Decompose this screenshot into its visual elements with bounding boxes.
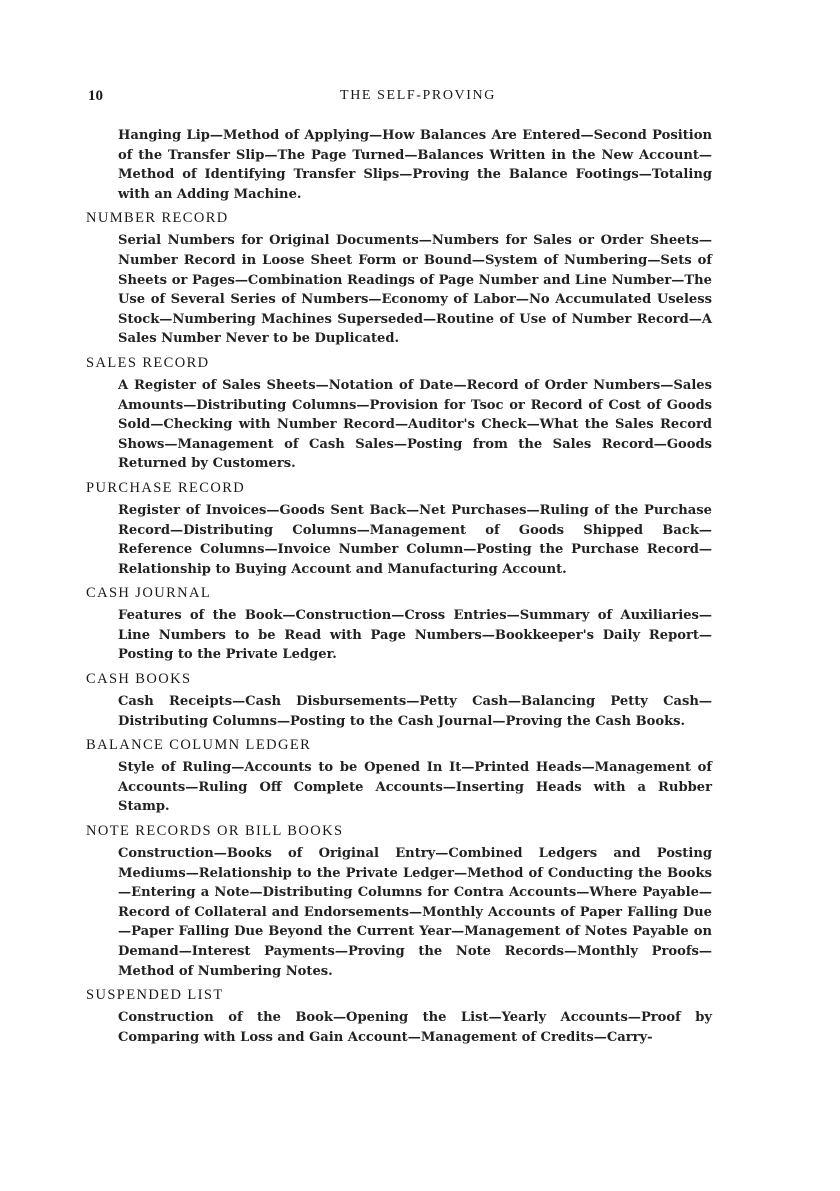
section-purchase-record [86, 478, 712, 579]
table-of-contents [86, 126, 712, 1051]
section-heading: CASH BOOKS [86, 671, 192, 688]
section-cash-books [86, 669, 712, 731]
section-body: Construction of the Book—Opening the List—Yearly Accounts—Proof by Comparing with Loss and Gain Account—Management of Credits—Carry- [118, 1010, 712, 1045]
section-suspended-list [86, 985, 712, 1047]
section-body: Features of the Book—Construction—Cross Entries—Summary of Auxiliaries—Line Numbers to be Read with Page Numbers—Bookkeeper's Daily Report—Posting to the Private Ledger. [118, 608, 712, 663]
intro-paragraph: Hanging Lip—Method of Applying—How Balances Are Entered—Second Position of the Transfer Slip—The Page Turned—Balances Written in the New Account—Method of Identifying Transfer Slips—Proving the Balance Footings—Totaling with an Adding Machine. [118, 128, 712, 202]
section-heading: PURCHASE RECORD [86, 479, 246, 496]
section-heading: SUSPENDED LIST [86, 987, 224, 1004]
section-body: A Register of Sales Sheets—Notation of Date—Record of Order Numbers—Sales Amounts—Distributing Columns—Provision for Tsoc or Record of Cost of Goods Sold—Checking with Number Record—Auditor's Check—What the Sales Record Shows—Management of Cash Sales—Posting from the Sales Record—Goods Returned by Customers. [118, 377, 712, 472]
section-body: Style of Ruling—Accounts to be Opened In It—Printed Heads—Management of Accounts—Ruling Off Complete Accounts—Inserting Heads with a Rubber Stamp. [118, 760, 712, 815]
section-body: Construction—Books of Original Entry—Combined Ledgers and Posting Mediums—Relationship to the Private Ledger—Method of Conducting the Books—Entering a Note—Distributing Columns for Contra Accounts—Where Payable—Record of Collateral and Endorsements—Monthly Accounts of Paper Falling Due—Paper Falling Due Beyond the Current Year—Management of Notes Payable on Demand—Interest Payments—Proving the Note Records—Monthly Proofs—Method of Numbering Notes. [118, 846, 712, 979]
section-sales-record [86, 353, 712, 474]
section-heading: NOTE RECORDS OR BILL BOOKS [86, 823, 344, 840]
section-balance-column-ledger [86, 735, 712, 817]
section-heading: BALANCE COLUMN LEDGER [86, 737, 312, 754]
page-header [88, 88, 748, 110]
section-cash-journal [86, 583, 712, 665]
section-body: Register of Invoices—Goods Sent Back—Net Purchases—Ruling of the Purchase Record—Distributing Columns—Management of Goods Shipped Back—Reference Columns—Invoice Number Column—Posting the Purchase Record—Relationship to Buying Account and Manufacturing Account. [118, 502, 712, 577]
section-note-records [86, 821, 712, 981]
section-body: Serial Numbers for Original Documents—Numbers for Sales or Order Sheets—Number Record in Loose Sheet Form or Bound—System of Numbering—Sets of Sheets or Pages—Combination Readings of Page Number and Line Number—The Use of Several Series of Numbers—Economy of Labor—No Accumulated Useless Stock—Numbering Machines Superseded—Routine of Use of Number Record—A Sales Number Never to be Duplicated. [118, 233, 712, 347]
section-heading: CASH JOURNAL [86, 585, 212, 602]
section-heading: NUMBER RECORD [86, 210, 229, 227]
section-heading: SALES RECORD [86, 354, 210, 371]
page-number: 10 [88, 88, 103, 104]
running-head: THE SELF-PROVING [340, 88, 496, 103]
section-body: Cash Receipts—Cash Disbursements—Petty Cash—Balancing Petty Cash—Distributing Columns—Posting to the Cash Journal—Proving the Cash Books. [118, 694, 712, 729]
section-number-record [86, 208, 712, 349]
